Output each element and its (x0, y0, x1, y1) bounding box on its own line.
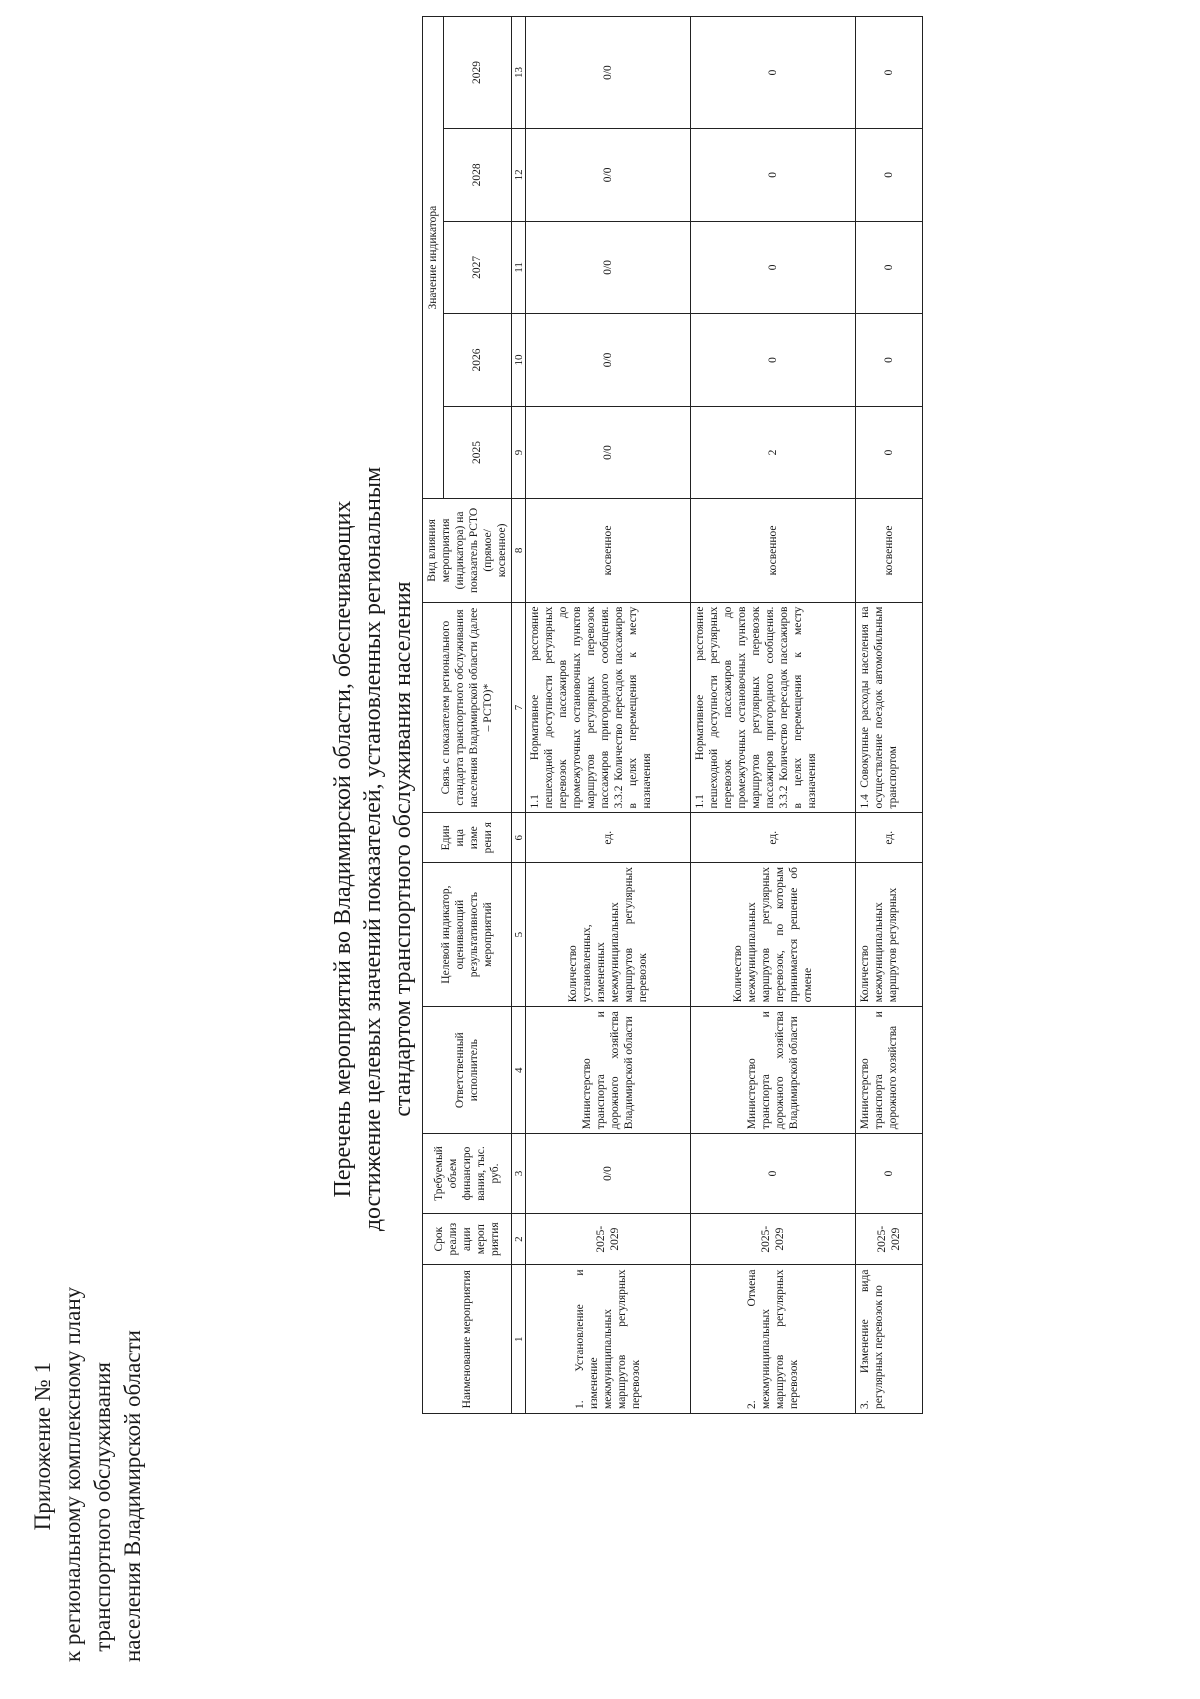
title-line-3: стандартом транспортного обслуживания населения (390, 581, 416, 1117)
measure-value: 0 (856, 406, 923, 499)
measure-value: 2 (691, 406, 856, 499)
column-number: 2 (512, 1213, 526, 1265)
measure-unit: ед. (526, 813, 691, 863)
column-number: 12 (512, 129, 526, 222)
measure-influence: косвенное (691, 499, 856, 602)
measure-value: 0/0 (526, 129, 691, 222)
measure-indicator: Количество межмуниципальных маршрутов регулярных перевозок, по которым принимается решение об отмене (691, 863, 856, 1007)
header-year: 2029 (443, 17, 511, 129)
measure-unit: ед. (691, 813, 856, 863)
header-year: 2026 (443, 314, 511, 407)
column-number: 5 (512, 863, 526, 1007)
header-indicator: Целевой индикатор, оценивающий результативность мероприятий (423, 863, 512, 1007)
appendix-line-1: Приложение № 1 (30, 1362, 55, 1531)
column-number: 3 (512, 1134, 526, 1214)
header-financing: Требуемый объем финансиро вания, тыс. руб. (423, 1134, 512, 1214)
measure-indicator: Количество межмуниципальных маршрутов регулярных (856, 863, 923, 1007)
measure-unit: ед. (856, 813, 923, 863)
column-number: 4 (512, 1007, 526, 1134)
table-row (526, 17, 691, 1414)
measure-value: 0 (856, 129, 923, 222)
header-executor: Ответственный исполнитель (423, 1007, 512, 1134)
column-numbers-row (512, 17, 526, 1414)
measure-indicator: Количество установленных, измененных межмуниципальных маршрутов регулярных перевозок (526, 863, 691, 1007)
measure-name: 2. Отмена межмуниципальных маршрутов регулярных перевозок (691, 1265, 856, 1414)
measure-executor: Министерство транспорта и дорожного хозяйства (856, 1007, 923, 1134)
appendix-line-3: транспортного обслуживания (90, 1362, 115, 1652)
title-line-1: Перечень мероприятий во Владимирской области, обеспечивающих (330, 500, 356, 1198)
measure-link: 1.1 Нормативное расстояние пешеходной доступности регулярных перевозок пассажиров до промежуточных остановочных пунктов маршрутов регулярных перевозок пассажиров пригородного сообщения. 3.3.2 Количество пересадок пассажиров в целях перемещения к месту назначения (526, 602, 691, 813)
measure-value: 0/0 (526, 406, 691, 499)
measure-value: 0 (691, 221, 856, 314)
column-number: 9 (512, 406, 526, 499)
measure-term: 2025-2029 (526, 1213, 691, 1265)
header-year: 2025 (443, 406, 511, 499)
appendix-line-2: к региональному комплексному плану (60, 1286, 85, 1662)
header-name: Наименование мероприятия (423, 1265, 512, 1414)
header-year: 2027 (443, 221, 511, 314)
measure-value: 0 (856, 314, 923, 407)
measure-term: 2025-2029 (691, 1213, 856, 1265)
measure-value: 0/0 (526, 17, 691, 129)
column-number: 13 (512, 17, 526, 129)
measure-link: 1.4 Совокупные расходы населения на осуществление поездок автомобильным транспортом (856, 602, 923, 813)
measure-influence: косвенное (856, 499, 923, 602)
column-number: 7 (512, 602, 526, 813)
title-line-2: достижение целевых значений показателей, установленных региональным (360, 466, 386, 1232)
measure-value: 0/0 (526, 221, 691, 314)
header-year: 2028 (443, 129, 511, 222)
measure-value: 0 (691, 17, 856, 129)
header-unit: Един ица изме рени я (423, 813, 512, 863)
measure-value: 0/0 (526, 314, 691, 407)
header-influence: Вид влияния мероприятия (индикатора) на показатель РСТО (прямое/ косвенное) (423, 499, 512, 602)
measure-value: 0 (691, 314, 856, 407)
table-row (691, 17, 856, 1414)
measure-name: 3. Изменение вида регулярных перевозок по (856, 1265, 923, 1414)
measure-financing: 0 (691, 1134, 856, 1214)
document-title (328, 179, 418, 1519)
appendix-note (28, 1286, 148, 1662)
measure-influence: косвенное (526, 499, 691, 602)
header-values-group: Значение индикатора (423, 17, 444, 499)
table-row (856, 17, 923, 1414)
measures-table (422, 16, 923, 1414)
measure-financing: 0/0 (526, 1134, 691, 1214)
measure-financing: 0 (856, 1134, 923, 1214)
table-header-row (423, 17, 444, 1414)
measure-executor: Министерство транспорта и дорожного хозяйства Владимирской области (526, 1007, 691, 1134)
measure-term: 2025-2029 (856, 1213, 923, 1265)
column-number: 1 (512, 1265, 526, 1414)
measure-link: 1.1 Нормативное расстояние пешеходной доступности регулярных перевозок пассажиров до промежуточных остановочных пунктов маршрутов регулярных перевозок пассажиров пригородного сообщения. 3.3.2 Количество пересадок пассажиров в целях перемещения к месту назначения (691, 602, 856, 813)
column-number: 10 (512, 314, 526, 407)
header-link: Связь с показателем регионального стандарта транспортного обслуживания населения Владимирской области (далее – РСТО)* (423, 602, 512, 813)
column-number: 8 (512, 499, 526, 602)
column-number: 11 (512, 221, 526, 314)
appendix-line-4: населения Владимирской области (120, 1330, 145, 1662)
measure-value: 0 (856, 221, 923, 314)
column-number: 6 (512, 813, 526, 863)
measure-value: 0 (691, 129, 856, 222)
measure-name: 1. Установление и изменение межмуниципальных маршрутов регулярных перевозок (526, 1265, 691, 1414)
measure-value: 0 (856, 17, 923, 129)
header-term: Срок реализ ации мероп риятия (423, 1213, 512, 1265)
measure-executor: Министерство транспорта и дорожного хозяйства Владимирской области (691, 1007, 856, 1134)
